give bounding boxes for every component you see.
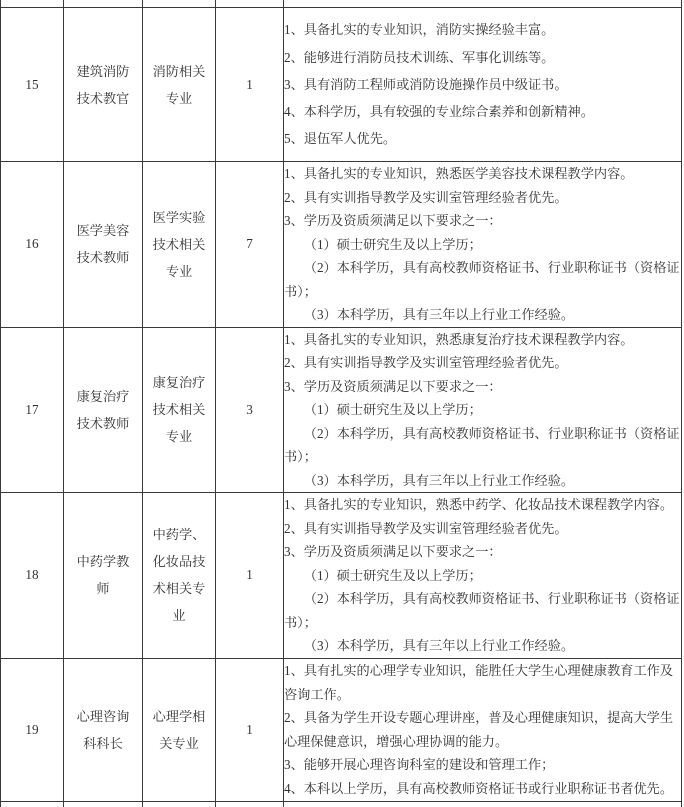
partial-row-bottom: [1, 801, 682, 807]
requirement-line: 2、具备为学生开设专题心理讲座，普及心理健康知识，提高大学生心理保健意识，增强心理协调的能力。: [284, 710, 674, 749]
requirements-cell: [284, 658, 682, 801]
major-cell: [143, 8, 216, 162]
row-number: 17: [25, 401, 39, 417]
requirement-line: （1）硕士研究生及以上学历；: [284, 236, 482, 252]
major-name: 心理学相关专业: [152, 708, 206, 751]
requirement-line: 3、学历及资质须满足以下要求之一：: [284, 213, 502, 228]
requirements-cell: [284, 162, 682, 328]
headcount: 1: [246, 76, 253, 92]
requirement-line: （3）本科学历，具有三年以上行业工作经验。: [284, 472, 575, 488]
position-name: 医学美容技术教师: [76, 223, 130, 266]
position-cell: [64, 8, 143, 162]
empty-cell: [1, 801, 64, 807]
headcount-cell: [216, 8, 284, 162]
row-number-cell: [1, 162, 64, 328]
requirement-line: （2）本科学历，具有高校教师资格证书、行业职称证书（资格证书）；: [284, 591, 680, 630]
position-cell: [64, 162, 143, 328]
requirement-line: （2）本科学历，具有高校教师资格证书、行业职称证书（资格证书）；: [284, 425, 680, 464]
headcount-cell: [216, 658, 284, 801]
table-row: [1, 162, 682, 328]
empty-cell: [216, 0, 284, 8]
empty-cell: [1, 0, 64, 8]
requirement-line: 2、具有实训指导教学及实训室管理经验者优先。: [284, 355, 568, 370]
major-cell: [143, 327, 216, 493]
requirement-line: 3、学历及资质须满足以下要求之一：: [284, 378, 502, 394]
headcount-cell: [216, 327, 284, 493]
position-name: 建筑消防技术教官: [76, 63, 130, 106]
position-cell: [64, 327, 143, 493]
requirement-line: 2、能够进行消防员技术训练、军事化训练等。: [284, 49, 555, 65]
requirement-line: 2、具有实训指导教学及实训室管理经验者优先。: [284, 520, 568, 536]
empty-cell: [64, 801, 143, 807]
position-name: 中药学教师: [76, 554, 130, 597]
requirement-line: 2、具有实训指导教学及实训室管理经验者优先。: [284, 189, 568, 205]
row-number: 16: [25, 236, 39, 252]
requirement-line: （2）本科学历，具有高校教师资格证书、行业职称证书（资格证书）；: [284, 260, 680, 299]
row-number: 18: [25, 567, 39, 583]
requirement-line: 3、学历及资质须满足以下要求之一：: [284, 544, 502, 559]
row-number-cell: [1, 658, 64, 801]
empty-cell: [216, 801, 284, 807]
requirement-line: （3）本科学历，具有三年以上行业工作经验。: [284, 638, 575, 653]
position-name: 心理咨询科科长: [76, 708, 130, 751]
empty-cell: [143, 801, 216, 807]
requirements-cell: [284, 327, 682, 493]
empty-cell: [284, 0, 682, 8]
headcount: 1: [246, 721, 253, 737]
requirement-line: 1、具备扎实的专业知识，熟悉中药学、化妆品技术课程教学内容。: [284, 497, 674, 512]
major-cell: [143, 493, 216, 659]
major-name: 医学实验技术相关专业: [152, 209, 206, 279]
major-name: 中药学、化妆品技术相关专业: [152, 527, 206, 624]
requirements-cell: [284, 8, 682, 162]
requirement-line: 1、具备扎实的专业知识，消防实操经验丰富。: [284, 22, 555, 38]
table-row: [1, 327, 682, 493]
row-number: 19: [25, 721, 39, 737]
major-cell: [143, 162, 216, 328]
requirement-line: 3、具有消防工程师或消防设施操作员中级证书。: [284, 76, 568, 92]
partial-row-top: [1, 0, 682, 8]
requirement-line: 3、能够开展心理咨询科室的建设和管理工作；: [284, 757, 555, 772]
requirement-line: （3）本科学历，具有三年以上行业工作经验。: [284, 307, 575, 322]
headcount-cell: [216, 162, 284, 328]
requirement-line: 4、本科以上学历，具有高校教师资格证书或行业职称证书者优先。: [284, 780, 674, 796]
requirements-cell: [284, 493, 682, 659]
table-row: [1, 8, 682, 162]
row-number: 15: [25, 76, 39, 92]
major-name: 康复治疗技术相关专业: [152, 375, 206, 445]
position-cell: [64, 493, 143, 659]
major-cell: [143, 658, 216, 801]
requirement-line: 1、具有扎实的心理学专业知识，能胜任大学生心理健康教育工作及咨询工作。: [284, 663, 674, 702]
requirement-line: （1）硕士研究生及以上学历；: [284, 567, 482, 583]
headcount: 7: [246, 236, 253, 252]
table-row: [1, 493, 682, 659]
requirement-line: 4、本科学历，具有较强的专业综合素养和创新精神。: [284, 104, 594, 120]
empty-cell: [284, 801, 682, 807]
requirement-line: 5、退伍军人优先。: [284, 131, 397, 147]
headcount: 1: [246, 567, 253, 583]
row-number-cell: [1, 327, 64, 493]
empty-cell: [143, 0, 216, 8]
position-cell: [64, 658, 143, 801]
position-name: 康复治疗技术教师: [76, 388, 130, 431]
row-number-cell: [1, 493, 64, 659]
requirement-line: 1、具备扎实的专业知识，熟悉康复治疗技术课程教学内容。: [284, 331, 634, 347]
empty-cell: [64, 0, 143, 8]
headcount: 3: [246, 401, 253, 417]
requirement-line: 1、具备扎实的专业知识，熟悉医学美容技术课程教学内容。: [284, 166, 634, 181]
requirement-line: （1）硕士研究生及以上学历；: [284, 402, 482, 417]
headcount-cell: [216, 493, 284, 659]
table-row: [1, 658, 682, 801]
row-number-cell: [1, 8, 64, 162]
major-name: 消防相关专业: [152, 63, 206, 106]
